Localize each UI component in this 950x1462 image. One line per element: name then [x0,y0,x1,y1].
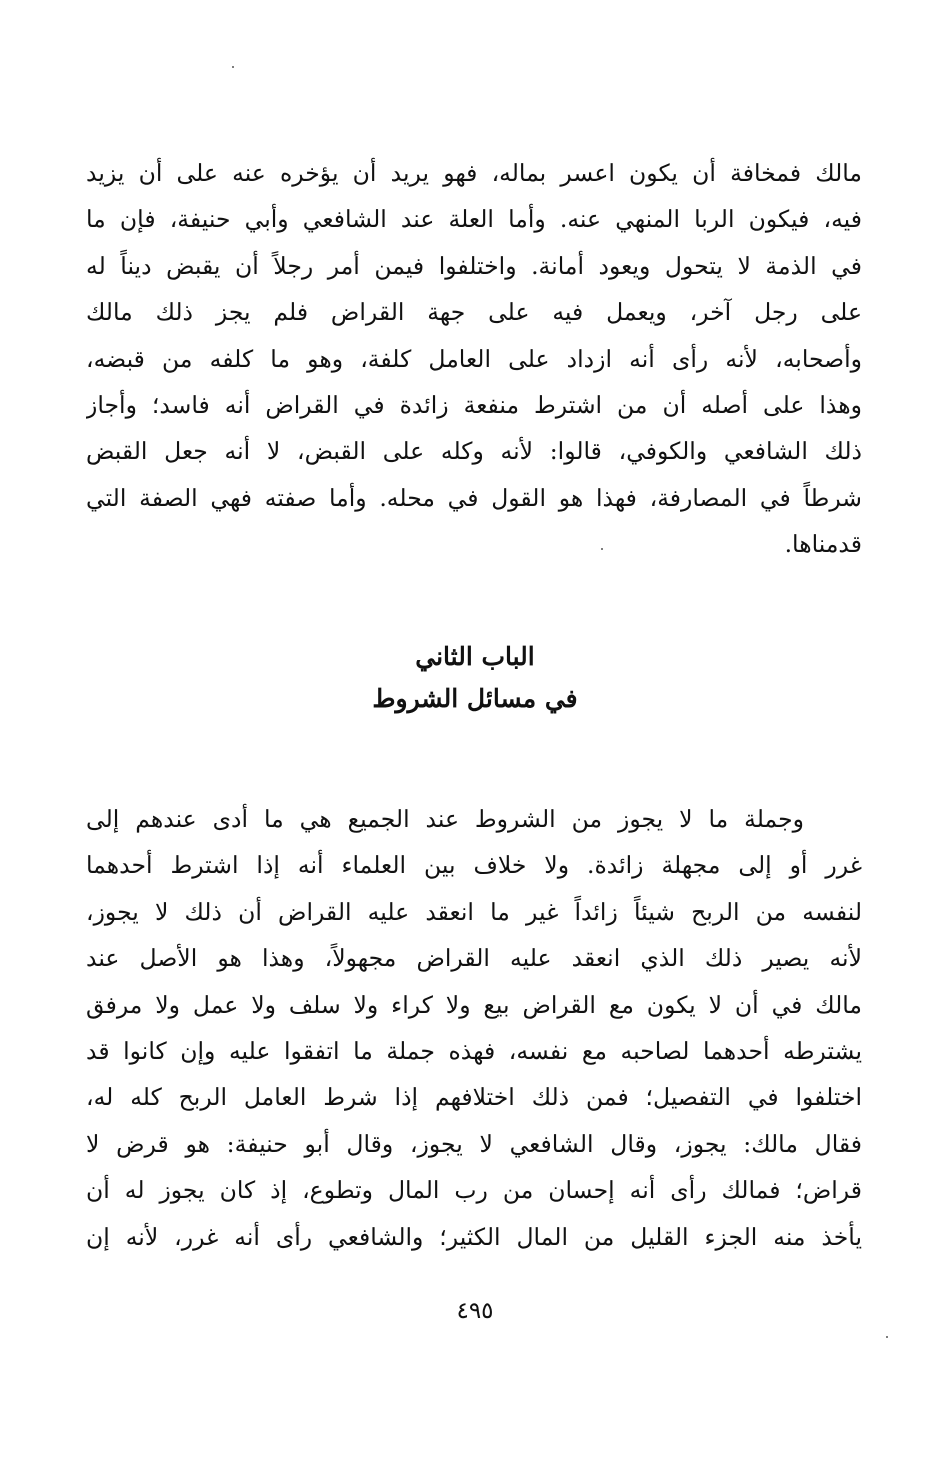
text-line: قراض؛ فمالك رأى أنه إحسان من رب المال وتطوع، إذ كان يجوز له أن [86,1176,862,1205]
text-line: شرطاً في المصارفة، فهذا هو القول في محله. وأما صفته فهي الصفة التي [86,483,862,512]
text-line: وهذا على أصله أن من اشترط منفعة زائدة في القراض أنه فاسد؛ وأجاز [86,390,862,419]
text-line: على رجل آخر، ويعمل فيه على جهة القراض فلم يجز ذلك مالك [86,298,862,327]
text-line: لنفسه من الربح شيئاً زائداً غير ما انعقد عليه القراض أن ذلك لا يجوز، [86,897,862,926]
text-line: مالك في أن لا يكون مع القراض بيع ولا كراء ولا سلف ولا عمل ولا مرفق [86,990,862,1019]
text-line: ذلك الشافعي والكوفي، قالوا: لأنه وكله على القبض، لا أنه جعل القبض [86,437,862,466]
scan-speck [232,66,234,68]
paragraph-top [86,150,862,568]
text-line: مالك فمخافة أن يكون اعسر بماله، فهو يريد أن يؤخره عنه على أن يزيد [86,159,862,187]
text-line: فيه، فيكون الربا المنهي عنه. وأما العلة عند الشافعي وأبي حنيفة، فإن ما [86,205,862,234]
text-line: فقال مالك: يجوز، وقال الشافعي لا يجوز، وقال أبو حنيفة: هو قرض لا [86,1129,862,1158]
text-line: وأصحابه، لأنه رأى أنه ازداد على العامل كلفة، وهو ما كلفه من قبضه، [86,344,862,373]
page-number: ٤٩٥ [456,1298,494,1324]
chapter-heading [0,636,950,720]
text-line: يشترطه أحدهما لصاحبه مع نفسه، فهذه جملة ما اتفقوا عليه وإن كانوا قد [86,1036,862,1065]
text-line: يأخذ منه الجزء القليل من المال الكثير؛ والشافعي رأى أنه غرر، لأنه إن [86,1222,862,1251]
text-line: اختلفوا في التفصيل؛ فمن ذلك اختلافهم إذا شرط العامل الربح كله له، [86,1083,862,1112]
text-line: في الذمة لا يتحول ويعود أمانة. واختلفوا فيمن أمر رجلاً أن يقبض ديناً له [86,251,862,280]
scan-speck [886,1336,888,1338]
text-line: وجملة ما لا يجوز من الشروط عند الجميع هي ما أدى عندهم إلى [86,805,804,833]
text-line: قدمناها. [784,530,862,559]
scan-speck [601,548,603,550]
text-line: لأنه يصير ذلك الذي انعقد عليه القراض مجهولاً، وهذا هو الأصل عند [86,944,862,973]
text-line: غرر أو إلى مجهلة زائدة. ولا خلاف بين العلماء أنه إذا اشترط أحدهما [86,851,862,880]
paragraph-bottom [86,796,862,1260]
chapter-subtitle: في مسائل الشروط [372,684,578,713]
chapter-title: الباب الثاني [415,642,535,671]
